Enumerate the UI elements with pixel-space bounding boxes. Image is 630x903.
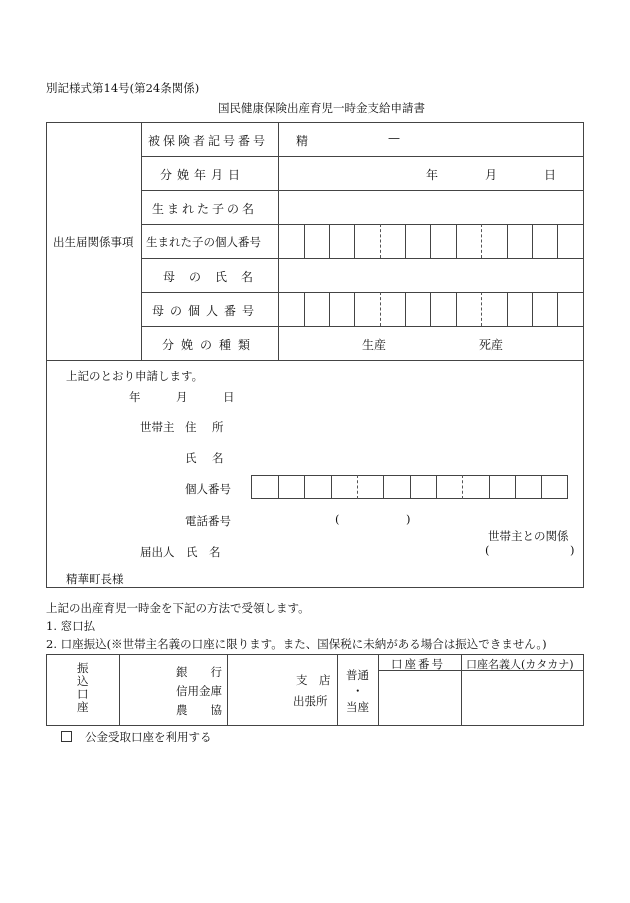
form-reference: 別記様式第14号(第24条関係) (46, 81, 200, 95)
head-name-field[interactable] (250, 444, 570, 466)
insured-number-dash: — (388, 131, 400, 145)
payment-option-counter: 1. 窓口払 (46, 619, 96, 633)
head-id-label: 個人番号 (185, 482, 231, 496)
bank-name-field[interactable] (123, 658, 173, 722)
delivery-type-label: 分娩の種類 (162, 338, 258, 352)
account-number-label: 口座番号 (391, 657, 445, 671)
delivery-month-label: 月 (485, 168, 498, 182)
stillbirth-option[interactable]: 死産 (479, 338, 504, 352)
insured-number-label: 被保険者記号番号 (148, 134, 269, 148)
mother-name-field[interactable] (280, 260, 580, 290)
phone-paren-open: ( (335, 512, 340, 526)
phone-paren-close: ) (406, 512, 411, 526)
branch-option[interactable]: 支 店 (296, 673, 331, 687)
branch-name-field[interactable] (231, 658, 289, 722)
child-name-label: 生まれた子の名 (152, 202, 258, 216)
filer-name-field[interactable] (250, 539, 470, 561)
address-label: 住 所 (185, 420, 226, 434)
relation-field[interactable] (492, 540, 566, 558)
delivery-date-label: 分娩年月日 (160, 168, 246, 182)
public-account-checkbox[interactable] (61, 731, 72, 742)
application-day-label: 日 (223, 390, 235, 404)
mother-id-label: 母の個人番号 (152, 304, 261, 318)
payment-option-transfer: 2. 口座振込(※世帯主名義の口座に限ります。また、国保税に未納がある場合は振込できません。) (46, 637, 547, 651)
application-statement: 上記のとおり申請します。 (66, 369, 204, 383)
insured-number-field[interactable] (290, 124, 580, 154)
birth-section-label: 出生届関係事項 (53, 235, 134, 249)
head-name-label: 氏 名 (185, 451, 226, 465)
phone-field[interactable] (342, 508, 402, 528)
application-year-label: 年 (129, 390, 141, 404)
application-month-label: 月 (176, 390, 188, 404)
phone-label: 電話番号 (185, 514, 231, 528)
child-name-field[interactable] (280, 192, 580, 222)
bank-option[interactable]: 銀 行 (176, 665, 222, 679)
delivery-day-label: 日 (544, 168, 557, 182)
live-birth-option[interactable]: 生産 (362, 338, 387, 352)
account-holder-label: 口座名義人(カタカナ) (466, 658, 574, 671)
payment-intro: 上記の出産育児一時金を下記の方法で受領します。 (46, 601, 310, 615)
mother-name-label: 母の氏名 (163, 270, 268, 284)
relation-paren-open: ( (485, 543, 490, 557)
filer-name-label: 届出人 氏 名 (140, 545, 221, 559)
insured-number-prefix: 精 (296, 134, 309, 148)
child-id-label: 生まれた子の個人番号 (146, 235, 261, 249)
sub-branch-option[interactable]: 出張所 (293, 694, 328, 708)
account-type-separator: ・ (352, 684, 364, 698)
document-title: 国民健康保険出産育児一時金支給申請書 (218, 101, 425, 115)
delivery-date-field[interactable] (290, 158, 420, 188)
household-head-label: 世帯主 (140, 420, 175, 434)
addressee: 精華町長様 (66, 572, 124, 586)
public-account-label: 公金受取口座を利用する (85, 730, 212, 744)
checking-account-option[interactable]: 当座 (346, 700, 369, 714)
ordinary-account-option[interactable]: 普通 (346, 668, 369, 682)
delivery-year-label: 年 (426, 168, 439, 182)
transfer-account-label: 振込口座 (77, 661, 89, 714)
agri-coop-option[interactable]: 農 協 (176, 703, 222, 717)
credit-union-option[interactable]: 信用金庫 (176, 684, 222, 698)
account-number-field[interactable] (381, 673, 459, 723)
relation-label: 世帯主との関係 (488, 529, 569, 543)
relation-paren-close: ) (570, 543, 575, 557)
account-holder-field[interactable] (464, 673, 581, 723)
address-field[interactable] (250, 414, 570, 436)
